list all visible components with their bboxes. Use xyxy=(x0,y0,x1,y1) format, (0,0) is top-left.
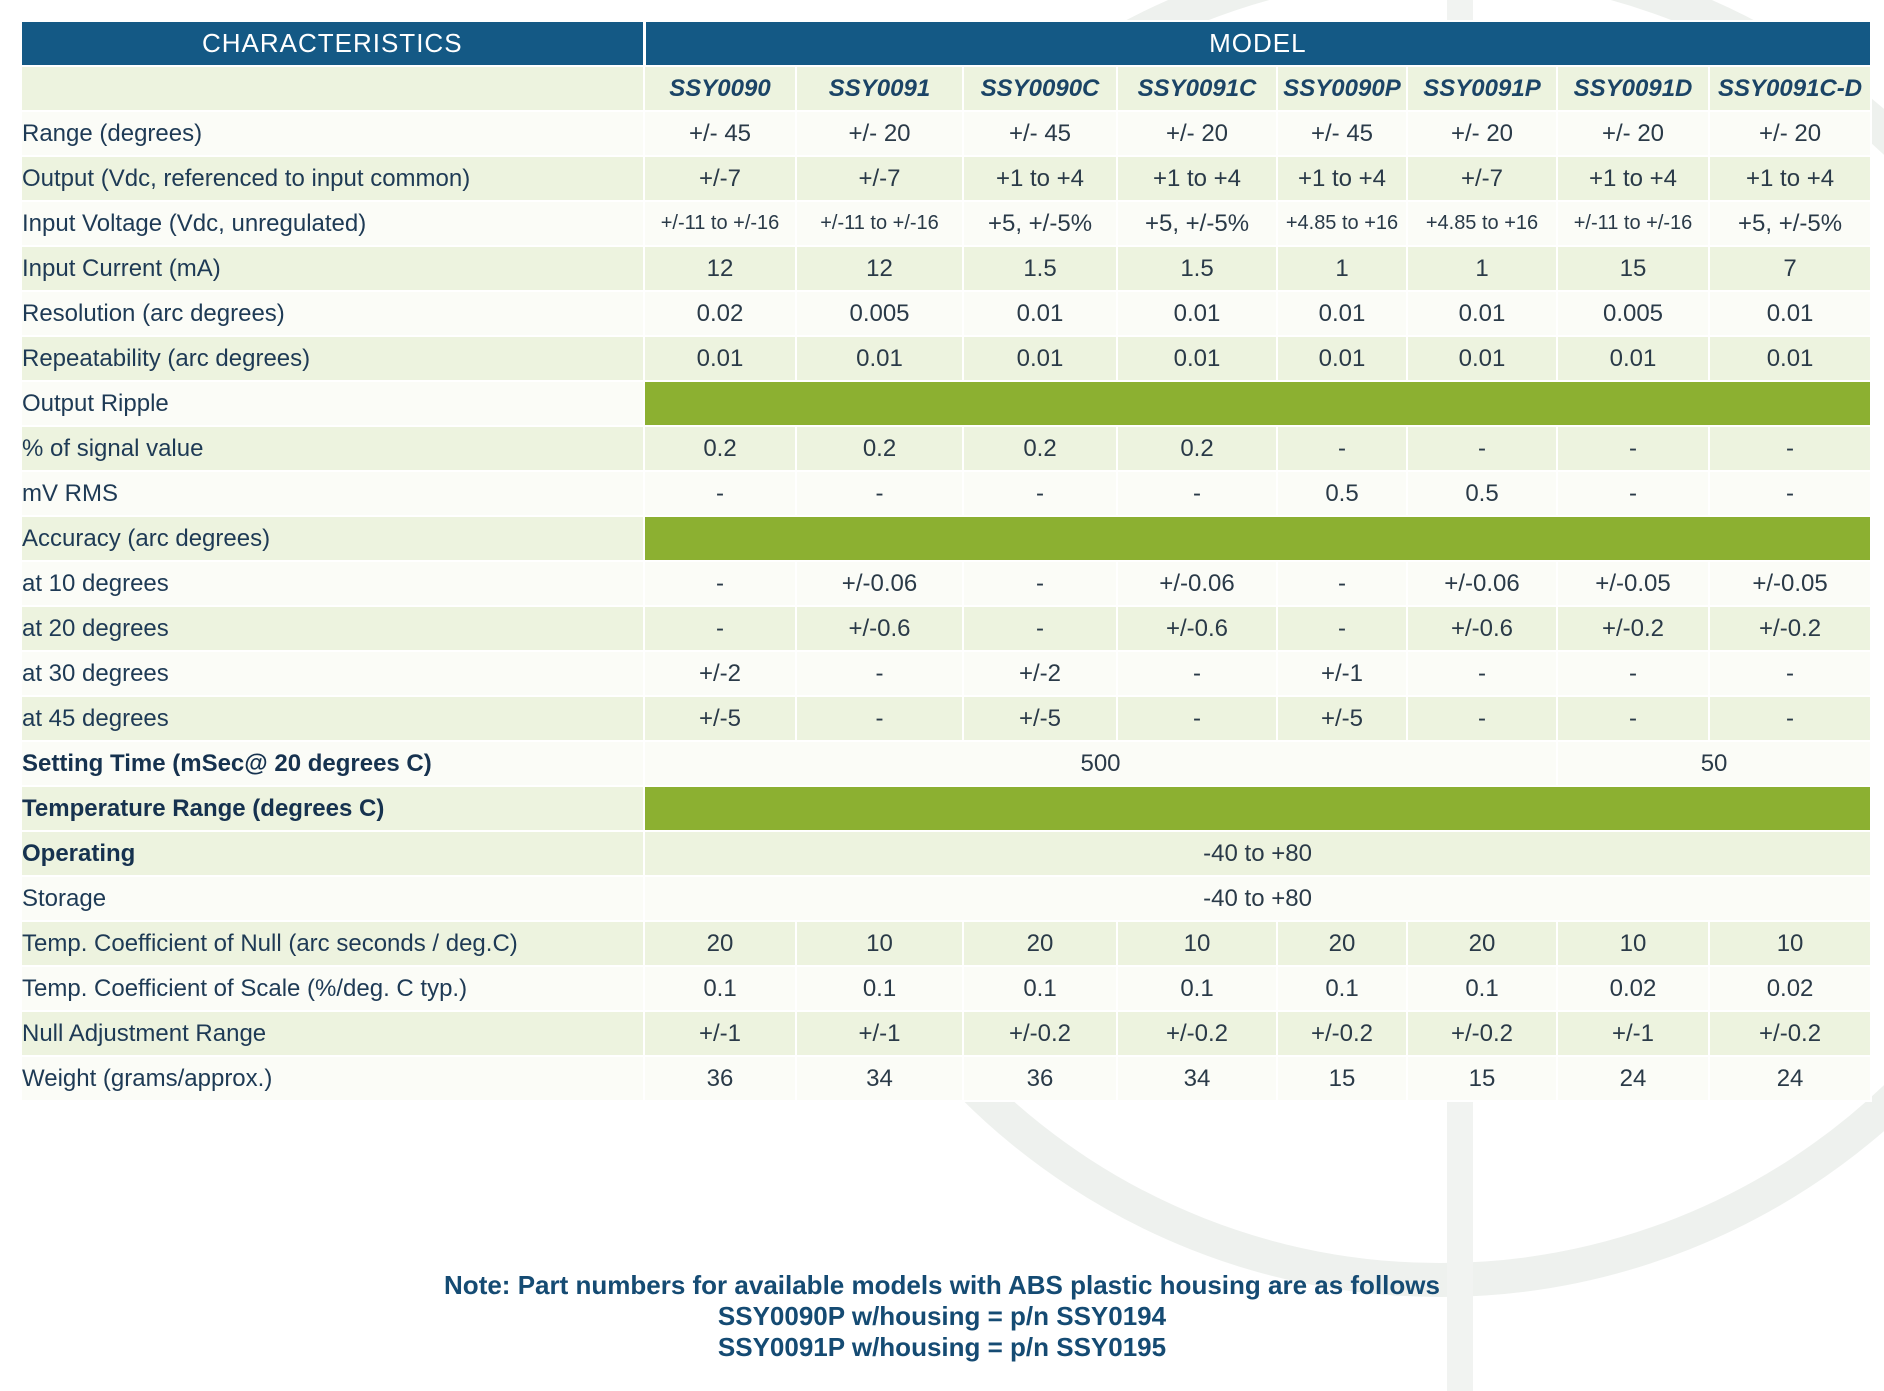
cell-value: +1 to +4 xyxy=(1709,156,1871,201)
section-label: Output Ripple xyxy=(21,381,644,426)
note-block xyxy=(0,1270,1884,1363)
cell-value: 500 xyxy=(644,741,1557,786)
cell-value: 0.01 xyxy=(644,336,796,381)
model-names-row xyxy=(21,66,1871,111)
section-band xyxy=(644,516,1871,561)
cell-value: +/-0.05 xyxy=(1557,561,1709,606)
cell-value: +/-0.2 xyxy=(1709,606,1871,651)
cell-value: +/-0.05 xyxy=(1709,561,1871,606)
cell-value: 0.5 xyxy=(1407,471,1557,516)
cell-value: - xyxy=(796,651,963,696)
cell-value: - xyxy=(1709,471,1871,516)
cell-value: +/- 20 xyxy=(1557,111,1709,156)
table-row xyxy=(21,561,1871,606)
cell-value: +/-1 xyxy=(1277,651,1407,696)
table-row xyxy=(21,291,1871,336)
cell-value: 34 xyxy=(796,1056,963,1101)
table-row xyxy=(21,1056,1871,1101)
table-header-row xyxy=(21,21,1871,66)
cell-value: - xyxy=(1557,426,1709,471)
cell-value: 50 xyxy=(1557,741,1871,786)
cell-value: 0.02 xyxy=(644,291,796,336)
section-row-output-ripple xyxy=(21,381,1871,426)
cell-value: +/-2 xyxy=(963,651,1117,696)
cell-value: +/-0.2 xyxy=(1117,1011,1277,1056)
cell-value: 0.2 xyxy=(644,426,796,471)
cell-value: - xyxy=(644,561,796,606)
row-label: Setting Time (mSec@ 20 degrees C) xyxy=(21,741,644,786)
cell-value: +/-0.06 xyxy=(796,561,963,606)
row-label: at 30 degrees xyxy=(21,651,644,696)
cell-value: 0.1 xyxy=(963,966,1117,1011)
cell-value: 0.01 xyxy=(1407,291,1557,336)
characteristics-header: CHARACTERISTICS xyxy=(21,21,644,66)
specifications-table xyxy=(20,20,1872,1102)
cell-value: 10 xyxy=(1557,921,1709,966)
table-row xyxy=(21,1011,1871,1056)
cell-value: +1 to +4 xyxy=(1277,156,1407,201)
cell-value: - xyxy=(1117,651,1277,696)
cell-value: +5, +/-5% xyxy=(963,201,1117,246)
table-row xyxy=(21,651,1871,696)
note-line: Note: Part numbers for available models with ABS plastic housing are as follows xyxy=(444,1270,1440,1300)
cell-value: 0.01 xyxy=(1117,291,1277,336)
table-row xyxy=(21,201,1871,246)
model-name: SSY0091C-D xyxy=(1709,66,1871,111)
cell-value: - xyxy=(1557,651,1709,696)
cell-value: +/-2 xyxy=(644,651,796,696)
cell-value: 0.01 xyxy=(1407,336,1557,381)
cell-value: +/-0.2 xyxy=(1557,606,1709,651)
cell-value: +1 to +4 xyxy=(1557,156,1709,201)
cell-value: +/-0.2 xyxy=(1407,1011,1557,1056)
cell-value: 0.005 xyxy=(796,291,963,336)
cell-value: +4.85 to +16 xyxy=(1277,201,1407,246)
cell-value: +/- 20 xyxy=(1117,111,1277,156)
cell-value: - xyxy=(1117,696,1277,741)
cell-value: +/-11 to +/-16 xyxy=(644,201,796,246)
cell-value: 0.2 xyxy=(963,426,1117,471)
cell-value: 0.1 xyxy=(1117,966,1277,1011)
cell-value: - xyxy=(963,606,1117,651)
cell-value: - xyxy=(796,471,963,516)
row-label: Range (degrees) xyxy=(21,111,644,156)
cell-value: 20 xyxy=(1407,921,1557,966)
cell-value: 1 xyxy=(1277,246,1407,291)
cell-value: - xyxy=(1277,606,1407,651)
cell-value: 0.01 xyxy=(1277,336,1407,381)
cell-value: 12 xyxy=(796,246,963,291)
cell-value: -40 to +80 xyxy=(644,876,1871,921)
cell-value: +/-0.6 xyxy=(1407,606,1557,651)
section-band xyxy=(644,786,1871,831)
row-label: Repeatability (arc degrees) xyxy=(21,336,644,381)
cell-value: - xyxy=(1117,471,1277,516)
cell-value: - xyxy=(1709,651,1871,696)
cell-value: 10 xyxy=(1117,921,1277,966)
cell-value: +/-7 xyxy=(1407,156,1557,201)
model-name: SSY0090 xyxy=(644,66,796,111)
row-label: Storage xyxy=(21,876,644,921)
cell-value: 15 xyxy=(1557,246,1709,291)
cell-value: +/- 20 xyxy=(796,111,963,156)
cell-value: +/-5 xyxy=(963,696,1117,741)
cell-value: 0.01 xyxy=(1557,336,1709,381)
cell-value: - xyxy=(1709,696,1871,741)
row-label: mV RMS xyxy=(21,471,644,516)
cell-value: 12 xyxy=(644,246,796,291)
cell-value: +/-11 to +/-16 xyxy=(796,201,963,246)
model-header: MODEL xyxy=(644,21,1871,66)
cell-value: 0.2 xyxy=(1117,426,1277,471)
cell-value: 0.01 xyxy=(963,336,1117,381)
row-label: % of signal value xyxy=(21,426,644,471)
model-name: SSY0091C xyxy=(1117,66,1277,111)
note-line: SSY0090P w/housing = p/n SSY0194 xyxy=(717,1301,1167,1331)
empty-corner-cell xyxy=(21,66,644,111)
model-name: SSY0091 xyxy=(796,66,963,111)
cell-value: - xyxy=(963,561,1117,606)
cell-value: +5, +/-5% xyxy=(1117,201,1277,246)
cell-value: 0.02 xyxy=(1557,966,1709,1011)
cell-value: +/-0.6 xyxy=(1117,606,1277,651)
section-label: Temperature Range (degrees C) xyxy=(21,786,644,831)
cell-value: +/-7 xyxy=(796,156,963,201)
operating-row xyxy=(21,831,1871,876)
cell-value: - xyxy=(796,696,963,741)
table-row xyxy=(21,246,1871,291)
cell-value: +/-0.06 xyxy=(1117,561,1277,606)
cell-value: 0.01 xyxy=(1277,291,1407,336)
row-label: Input Current (mA) xyxy=(21,246,644,291)
cell-value: 0.1 xyxy=(796,966,963,1011)
cell-value: 0.02 xyxy=(1709,966,1871,1011)
cell-value: - xyxy=(1407,426,1557,471)
setting-time-row xyxy=(21,741,1871,786)
cell-value: 36 xyxy=(644,1056,796,1101)
cell-value: 0.01 xyxy=(1709,291,1871,336)
cell-value: 15 xyxy=(1277,1056,1407,1101)
cell-value: +4.85 to +16 xyxy=(1407,201,1557,246)
cell-value: 0.5 xyxy=(1277,471,1407,516)
cell-value: 24 xyxy=(1709,1056,1871,1101)
cell-value: - xyxy=(1277,561,1407,606)
cell-value: 0.2 xyxy=(796,426,963,471)
row-label: Resolution (arc degrees) xyxy=(21,291,644,336)
section-band xyxy=(644,381,1871,426)
row-label: Null Adjustment Range xyxy=(21,1011,644,1056)
cell-value: 1 xyxy=(1407,246,1557,291)
cell-value: 0.01 xyxy=(1709,336,1871,381)
table-row xyxy=(21,606,1871,651)
cell-value: - xyxy=(1277,426,1407,471)
cell-value: 0.1 xyxy=(1277,966,1407,1011)
model-name: SSY0090C xyxy=(963,66,1117,111)
table-row xyxy=(21,966,1871,1011)
section-label: Accuracy (arc degrees) xyxy=(21,516,644,561)
row-label: at 45 degrees xyxy=(21,696,644,741)
cell-value: +1 to +4 xyxy=(1117,156,1277,201)
cell-value: 0.005 xyxy=(1557,291,1709,336)
cell-value: 24 xyxy=(1557,1056,1709,1101)
note-line: SSY0091P w/housing = p/n SSY0195 xyxy=(717,1332,1167,1362)
row-label: Output (Vdc, referenced to input common) xyxy=(21,156,644,201)
cell-value: - xyxy=(963,471,1117,516)
cell-value: 0.1 xyxy=(644,966,796,1011)
cell-value: 0.01 xyxy=(963,291,1117,336)
cell-value: 0.01 xyxy=(796,336,963,381)
cell-value: - xyxy=(1407,651,1557,696)
cell-value: +5, +/-5% xyxy=(1709,201,1871,246)
cell-value: +/-0.2 xyxy=(1709,1011,1871,1056)
table-row xyxy=(21,426,1871,471)
cell-value: +/- 45 xyxy=(644,111,796,156)
cell-value: +/-1 xyxy=(1557,1011,1709,1056)
cell-value: 1.5 xyxy=(963,246,1117,291)
section-row-accuracy xyxy=(21,516,1871,561)
storage-row xyxy=(21,876,1871,921)
cell-value: 20 xyxy=(963,921,1117,966)
model-name: SSY0090P xyxy=(1277,66,1407,111)
cell-value: - xyxy=(1407,696,1557,741)
cell-value: - xyxy=(1557,471,1709,516)
cell-value: 34 xyxy=(1117,1056,1277,1101)
cell-value: 15 xyxy=(1407,1056,1557,1101)
cell-value: +/- 20 xyxy=(1709,111,1871,156)
table-row xyxy=(21,471,1871,516)
cell-value: 0.01 xyxy=(1117,336,1277,381)
table-row xyxy=(21,696,1871,741)
cell-value: +/-0.2 xyxy=(963,1011,1117,1056)
cell-value: +1 to +4 xyxy=(963,156,1117,201)
model-name: SSY0091P xyxy=(1407,66,1557,111)
cell-value: - xyxy=(1557,696,1709,741)
table-row xyxy=(21,921,1871,966)
table-row xyxy=(21,336,1871,381)
cell-value: 1.5 xyxy=(1117,246,1277,291)
cell-value: +/-1 xyxy=(644,1011,796,1056)
cell-value: +/-7 xyxy=(644,156,796,201)
cell-value: - xyxy=(1709,426,1871,471)
cell-value: +/-5 xyxy=(1277,696,1407,741)
cell-value: +/- 45 xyxy=(963,111,1117,156)
cell-value: 10 xyxy=(796,921,963,966)
table-row xyxy=(21,111,1871,156)
row-label: at 20 degrees xyxy=(21,606,644,651)
cell-value: 20 xyxy=(644,921,796,966)
cell-value: - xyxy=(644,606,796,651)
row-label: Input Voltage (Vdc, unregulated) xyxy=(21,201,644,246)
cell-value: +/-0.06 xyxy=(1407,561,1557,606)
cell-value: +/-0.6 xyxy=(796,606,963,651)
cell-value: 36 xyxy=(963,1056,1117,1101)
cell-value: +/-0.2 xyxy=(1277,1011,1407,1056)
row-label: Weight (grams/approx.) xyxy=(21,1056,644,1101)
cell-value: +/-5 xyxy=(644,696,796,741)
row-label: Temp. Coefficient of Scale (%/deg. C typ.) xyxy=(21,966,644,1011)
model-name: SSY0091D xyxy=(1557,66,1709,111)
cell-value: 7 xyxy=(1709,246,1871,291)
section-row-temperature-range xyxy=(21,786,1871,831)
cell-value: +/- 45 xyxy=(1277,111,1407,156)
cell-value: 10 xyxy=(1709,921,1871,966)
cell-value: 0.1 xyxy=(1407,966,1557,1011)
cell-value: - xyxy=(644,471,796,516)
row-label: at 10 degrees xyxy=(21,561,644,606)
cell-value: -40 to +80 xyxy=(644,831,1871,876)
row-label: Operating xyxy=(21,831,644,876)
cell-value: +/- 20 xyxy=(1407,111,1557,156)
cell-value: +/-11 to +/-16 xyxy=(1557,201,1709,246)
table-row xyxy=(21,156,1871,201)
cell-value: +/-1 xyxy=(796,1011,963,1056)
row-label: Temp. Coefficient of Null (arc seconds / deg.C) xyxy=(21,921,644,966)
cell-value: 20 xyxy=(1277,921,1407,966)
